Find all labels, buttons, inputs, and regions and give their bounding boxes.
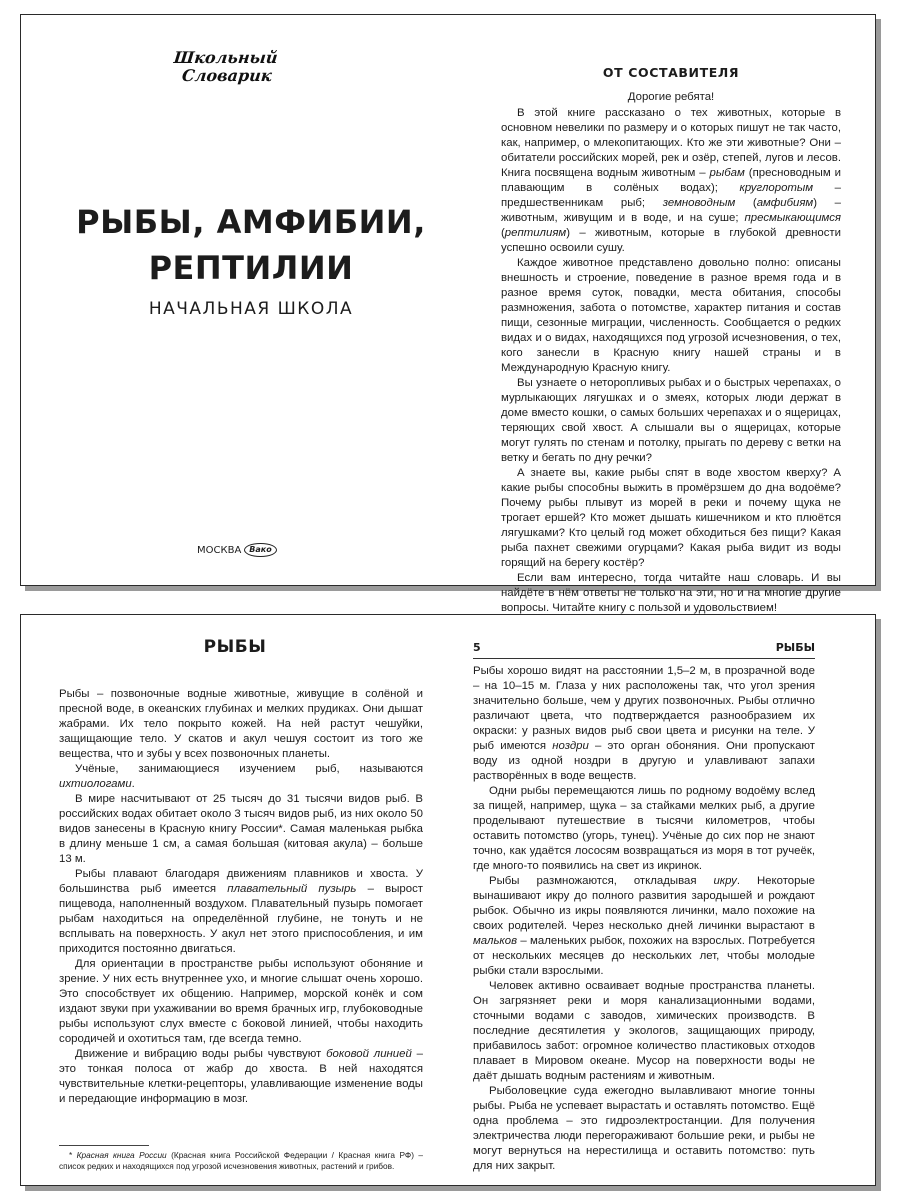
section-title: РЫБЫ [203,637,267,657]
preface-column [501,65,841,616]
text-run: (пресноводным и плавающим в солёных водах); [501,167,841,194]
text-run: – это тонкая полоса от жабр до хвоста. В ней находятся чувствительные клетки-рецепторы, улавливающие изменение воды и передающие информацию в мозг. [59,1048,423,1105]
paragraph [59,792,423,867]
publisher-imprint [197,543,277,557]
book-title-line-2: РЕПТИЛИИ [148,249,354,287]
text-run: (Красная книга Российской Федерации / Красная книга РФ) – список редких и находящихся под угрозой исчезновения животных, растений и грибов. [59,1150,423,1171]
text-run: Человек активно осваивает водные пространства планеты. Он загрязняет реки и моря канализационными водами, сточными водами с заводов, химических производств. В последние десятилетия у экологов, защищающих природу, прибавилось забот: огромное количество пластиковых отходов плавает в Мировом океане. Мусор на поверхности воды не даёт дышать водным растениям и животным. [473,980,815,1082]
paragraph [473,784,815,874]
text-run: Одни рыбы перемещаются лишь по родному водоёму вслед за пищей, например, щука – за стайками мелких рыб, а другие проделывают путешествие в тысячи километров, чтобы оставить потомство (угорь, тунец). Учёные до сих пор не знают точно, как удаётся лососям возвращаться из моря в тот ручеёк, где много-то появились на свет из икринок. [473,785,815,872]
emphasis-term: пресмыкающимся [744,212,841,224]
preface-greeting: Дорогие ребята! [627,91,715,103]
page-number: 5 [473,641,481,654]
emphasis-term: мальков [473,935,518,947]
text-run: – маленьких рыбок, похожих на взрослых. Потребуется от нескольких месяцев до нескольких лет, чтобы молодые рыбки стали взрослыми. [473,935,815,977]
cover-page [21,15,449,585]
paragraph [501,256,841,376]
text-run: Рыбы хорошо видят на расстоянии 1,5–2 м, в прозрачной воде – на 10–15 м. Глаза у них расположены так, что угол зрения значительно больше, чем у других позвоночных. Рыбы отлично различают цвета, что подтверждается разнообразием их окраски: у разных видов рыб свои цвета и рисунки на теле. У рыб имеются [473,665,815,752]
text-run: Рыболовецкие суда ежегодно вылавливают многие тонны рыбы. Рыба не успевает вырастать и оставлять потомство. Ещё одна проблема – это гидроэлектростанции. Для получения электричества люди перегораживают большие реки, и рыбы не могут вернуться на нерестилища и оставить потомство: путь для них закрыт. [473,1085,815,1172]
paragraph [501,376,841,466]
footnote [59,1150,423,1172]
text-run: Каждое животное представлено довольно полно: описаны внешность и строение, поведение в разное время года и в разное время суток, повадки, места обитания, способы размножения, забота о потомстве, характер питания и состав пищи, сезонные миграции, численность. Сообщается о редких видах и о видах, находящихся под угрозой исчезновения, о тех, кого занесли в Красную книгу нашей страны и в Международную Красную книгу. [501,257,841,374]
paragraph [59,867,423,957]
emphasis-term: земноводным [662,197,736,209]
emphasis-term: круглоротым [739,182,814,194]
text-run: Учёные, занимающиеся изучением рыб, называются [75,763,423,775]
paragraph [59,1047,423,1107]
text-run: . Некоторые вынашивают икру до полного развития зародышей и рождают рыбок. Обычно из икры появляются личинки, мало похожие на своих родителей. Через несколько дней личинки вырастают в [473,875,815,932]
fish-page-right [449,615,877,1185]
book-subtitle: НАЧАЛЬНАЯ ШКОЛА [148,299,354,319]
preface-body [501,106,841,616]
fish-page-left [21,615,449,1185]
emphasis-term: рептилиям [504,227,567,239]
text-run: – предшественникам рыб; [501,182,841,209]
emphasis-term: плавательный пузырь [227,883,357,895]
paragraph [59,687,423,762]
footnote-divider [59,1145,149,1146]
paragraph [59,762,423,792]
text-run: Вы узнаете о неторопливых рыбах и о быстрых черепахах, о мурлыкающих лягушках и о змеях, которых люди держат в доме вместо кошки, о самых больших черепахах и о ящерицах, теряющих свой хвост. А слышали вы о ящерицах, которые могут гулять по стенам и потолку, прыгать по дереву с ветки на ветку и бегать по дну речки? [501,377,841,464]
text-run: – это орган обоняния. Они пропускают воду из одной ноздри в другую и улавливают запахи растворённых в воде веществ. [473,740,815,782]
emphasis-term: Красная книга России [76,1150,167,1160]
emphasis-term: рыбам [709,167,745,179]
paragraph [501,466,841,571]
text-run: В этой книге рассказано о тех животных, которые в основном невелики по размеру и о которых пишут не так часто, как, например, о млекопитающих. Кто же эти животные? Они – обитатели российских морей, рек и озёр, степей, лугов и лесов. Книга посвящена водным животным – [501,107,841,179]
fish-right-body [473,664,815,1174]
series-logo [171,49,279,85]
text-run: ) – животным, которые в глубокой древности успешно освоили сушу. [501,227,841,254]
book-spread-fish [20,614,876,1186]
emphasis-term: амфибиям [756,197,814,209]
running-head [473,641,815,659]
series-logo-line-2: Словарик [181,66,273,85]
book-title-line-1: РЫБЫ, АМФИБИИ, [76,203,426,241]
text-run: Если вам интересно, тогда читайте наш словарь. И вы найдёте в нём ответы не только на эти, но и на многие другие вопросы. Читайте книгу с пользой и удовольствием! [501,572,841,614]
text-run: Рыбы размножаются, откладывая [489,875,714,887]
publisher-logo: Вако [244,543,276,557]
text-run: . [131,778,135,790]
publisher-city: МОСКВА [197,544,242,556]
paragraph [473,979,815,1084]
series-logo-line-1: Школьный [173,48,279,67]
preface-heading: ОТ СОСТАВИТЕЛЯ [602,65,740,80]
text-run: * [69,1150,77,1160]
emphasis-term: икру [713,875,737,887]
text-run: Для ориентации в пространстве рыбы используют обоняние и зрение. У них есть внутреннее ухо, и многие слышат очень хорошо. Это способствует их общению. Например, морской конёк и сом издают звуки при ухаживании во время брачных игр, глубоководные рыбы используют слух вместе с боковой линией, чтобы находить сородичей и охотиться там, где всегда темно. [59,958,423,1045]
text-run: Рыбы – позвоночные водные животные, живущие в солёной и пресной воде, в океанских глубинах и мелких прудиках. Они дышат жабрами. Их тело покрыто кожей. На ней растут чешуйки, защищающие тело. У скатов и акул чешуя состоит из того же вещества, что и зубы у всех позвоночных планеты. [59,688,423,760]
text-run: В мире насчитывают от 25 тысяч до 31 тысячи видов рыб. В российских водах обитает около 3 тысяч видов рыб, из них около 50 видов занесены в Красную книгу России*. Самая маленькая рыбка в длину меньше 1 см, а самая большая (китовая акула) – больше 13 м. [59,793,423,865]
text-run: Движение и вибрацию воды рыбы чувствуют [75,1048,327,1060]
book-title [61,199,441,291]
running-head-title: РЫБЫ [775,641,815,654]
paragraph [473,1084,815,1174]
paragraph [501,106,841,256]
preface-page [449,15,877,614]
paragraph [473,874,815,979]
paragraph [473,664,815,784]
emphasis-term: боковой линией [326,1048,412,1060]
book-spread-cover [20,14,876,614]
text-run: ) – животным, живущим и в воде, и на суше; [501,197,841,224]
text-run: ( [501,227,505,239]
text-run: ( [735,197,757,209]
emphasis-term: ихтиологами [59,778,132,790]
paragraph [59,957,423,1047]
emphasis-term: ноздри [552,740,589,752]
text-run: Рыбы плавают благодаря движениям плавников и хвоста. У большинства рыб имеется [59,868,423,895]
text-run: – вырост пищевода, наполненный воздухом. Плавательный пузырь помогает рыбам находиться на определённой глубине, не тонуть и не всплывать на поверхность. У акул нет этого приспособления, и им приходится постоянно двигаться. [59,883,423,955]
fish-left-body [59,687,423,1107]
paragraph [501,571,841,616]
text-run: А знаете вы, какие рыбы спят в воде хвостом кверху? А какие рыбы способны выжить в промёрзшем до дна водоёме? Почему рыбы плывут из морей в реки и почему щука не трогает ершей? Кто может дышать кишечником и кто плюётся лягушками? Кто целый год может обходиться без пищи? Какая рыба пахнет свежими огурцами? Какая рыба видит из воды горящий на берегу костёр? [501,467,841,569]
